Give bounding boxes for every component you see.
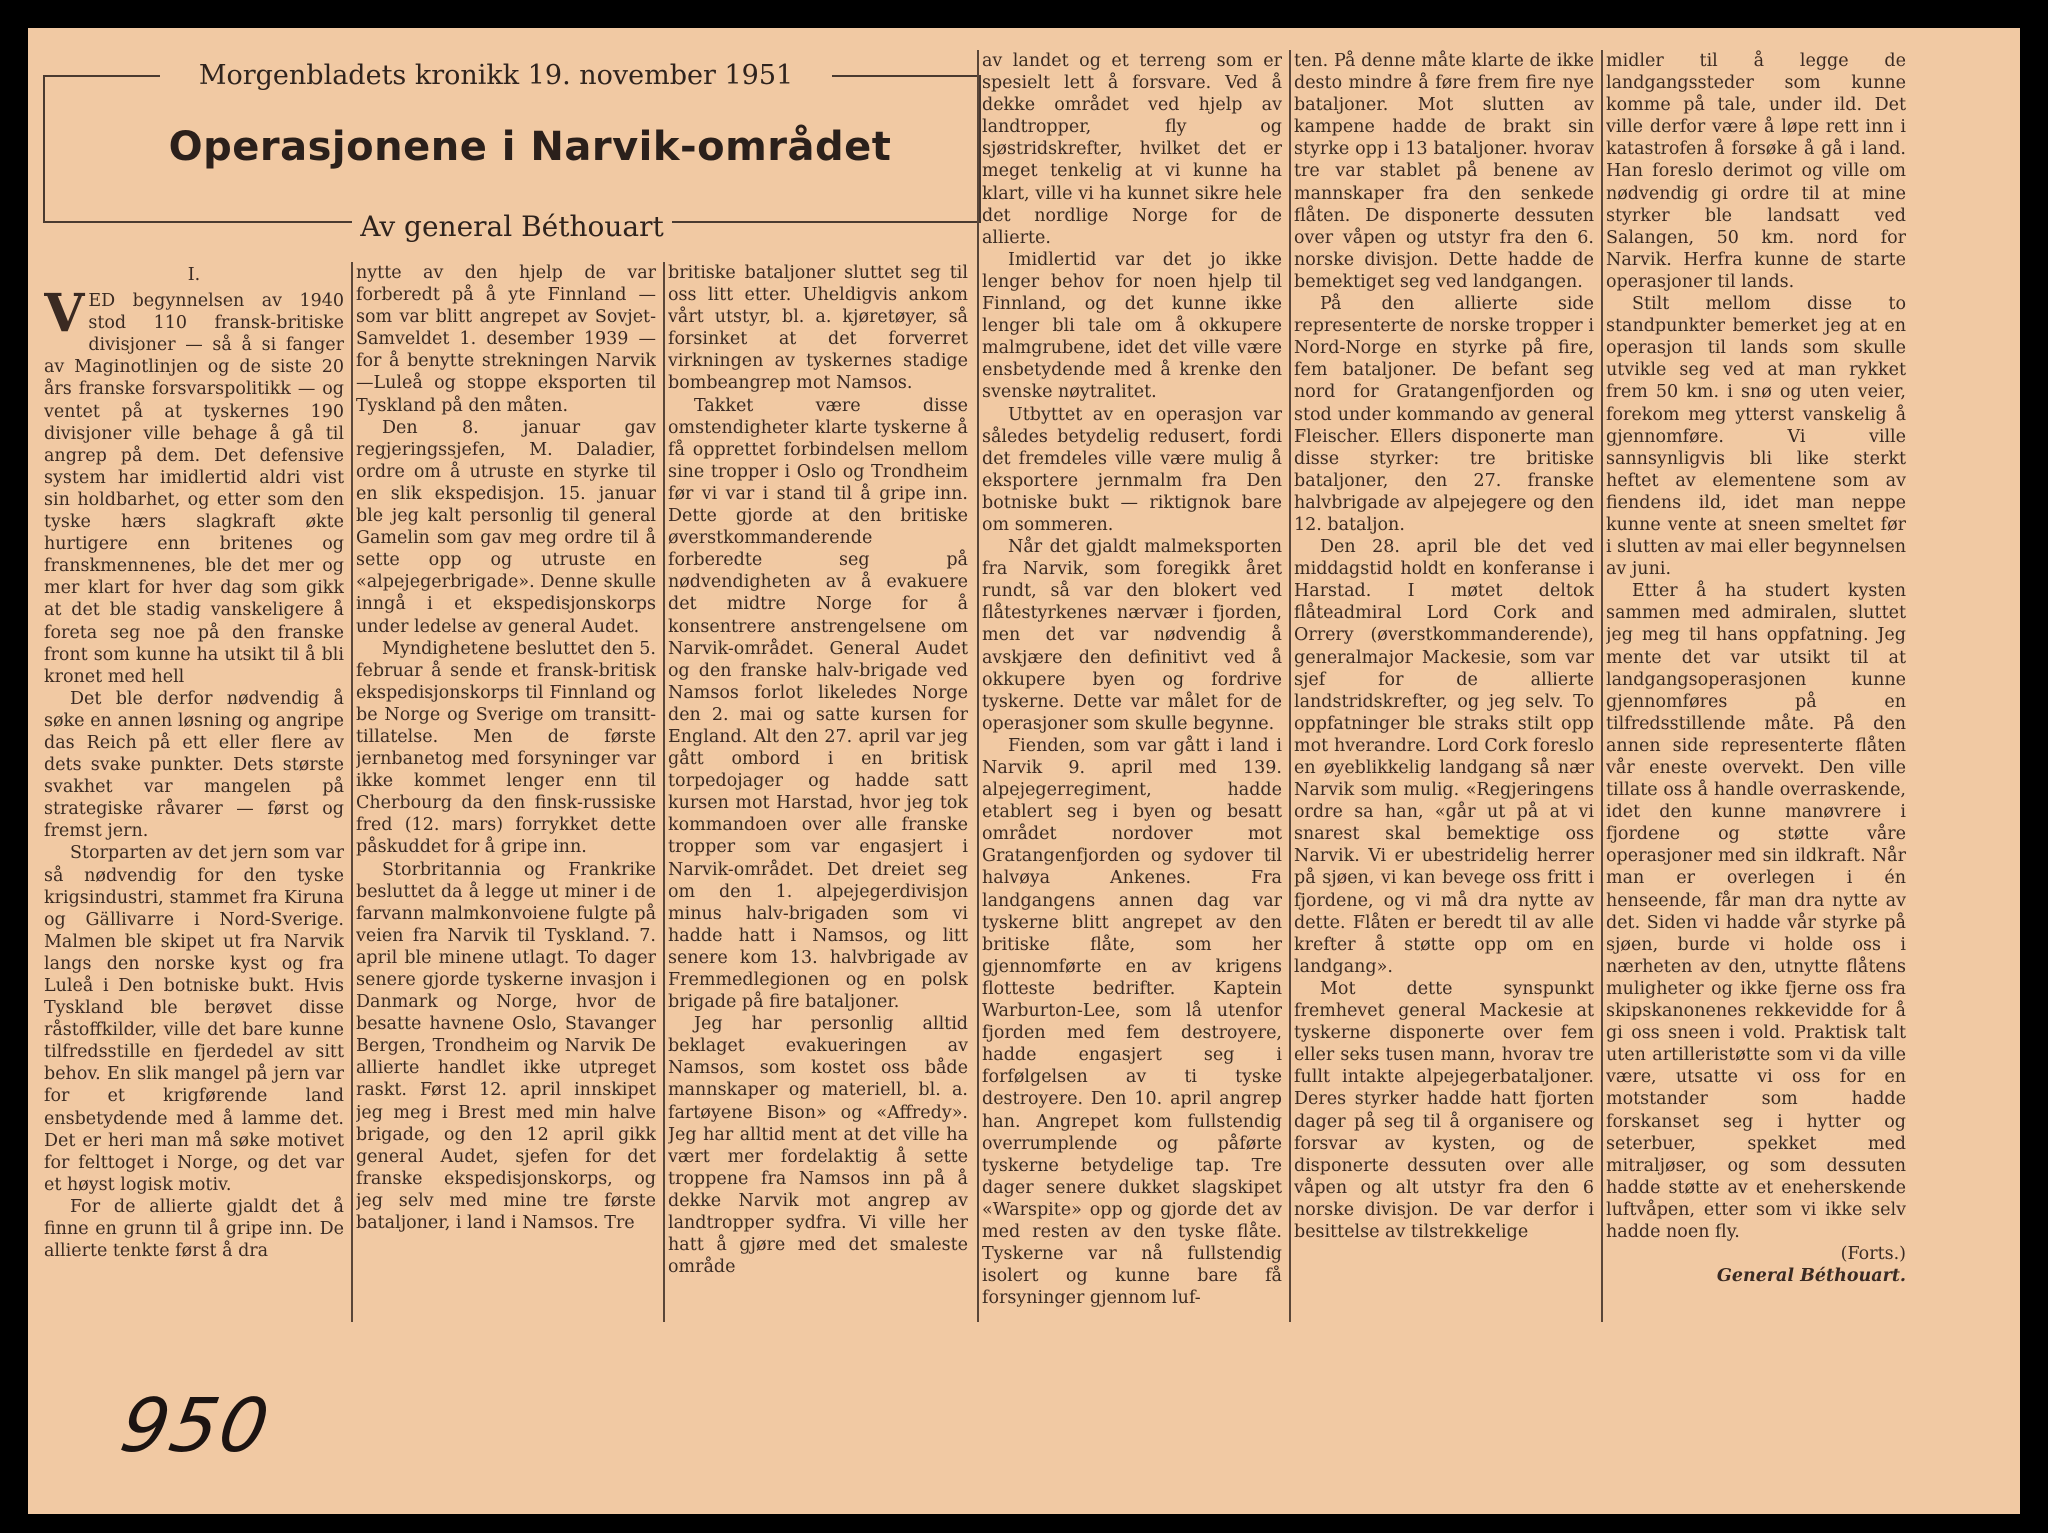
scan-border-top [0, 0, 2048, 28]
text-column-4 [982, 50, 1282, 1324]
column-rule [1289, 50, 1291, 1322]
paragraph: britiske bataljoner sluttet seg til oss litt etter. Uheldigvis ankom vårt utstyr, bl. a. kjøretøyer, så forsinket at det forverret virkningen av tyskernes stadige bombeangrep mot Namsos. [668, 263, 968, 394]
paragraph: Den 28. april ble det ved middagstid holdt en konferanse i Harstad. I møtet deltok flåteadmiral Lord Cork and Orrery (øverstkommanderende), generalmajor Mackesie, som var sjef for de allierte landstridskrefter, og jeg selv. To oppfatninger ble straks stilt opp mot hverandre. Lord Cork foreslo en øyeblikkelig landgang så nær Narvik som mulig. «Regjeringens ordre sa han, «går ut på at vi snarest skal bemektige oss Narvik. Vi er ubestridelig herrer på sjøen, vi kan bevege oss fritt i fjordene, og vi må dra nytte av dette. Flåten er beredt til av alle krefter å støtte opp om en landgang». [1294, 537, 1594, 977]
paragraph: For de allierte gjaldt det å finne en grunn til å gripe inn. De allierte tenkte først å dra [44, 1196, 344, 1262]
kronikk-heading: Morgenbladets kronikk 19. november 1951 [160, 60, 832, 91]
continued-note: (Forts.) [1840, 1244, 1906, 1265]
paragraph: Når det gjaldt malmeksporten fra Narvik, som foregikk året rundt, så var den blokert ved flåtestyrkenes nærvær i fjorden, men det var nødvendig å avskjære den definitivt ved å okkupere byen og fordrive tyskerne. Dette var målet for de operasjoner som skulle begynne. [982, 537, 1282, 734]
paragraph: Takket være disse omstendigheter klarte tyskerne å få opprettet forbindelsen mellom sine tropper i Oslo og Trondheim før vi var i stand til å gripe inn. Dette gjorde at den britiske øverstkommanderende forberedte seg på nødvendigheten av å evakuere det midtre Norge for å konsentrere anstrengelsene om Narvik-området. General Audet og den franske halv-brigade ved Namsos forlot likeledes Norge den 2. mai og satte kursen for England. Alt den 27. april var jeg gått ombord i en britisk torpedojager og hadde satt kursen mot Harstad, hvor jeg tok kommandoen over alle franske tropper som var engasjert i Narvik-området. Det dreiet seg om den 1. alpejegerdivisjon minus halv-brigaden som vi hadde hatt i Namsos, og litt senere kom 13. halvbrigade av Fremmedlegionen og en polsk brigade på fire bataljoner. [668, 395, 968, 1013]
author-signature: General Béthouart. [1716, 1266, 1906, 1287]
column-rule [351, 262, 353, 1322]
paragraph: Etter å ha studert kysten sammen med admiralen, sluttet jeg meg til hans oppfatning. Jeg mente det var utsikt til at landgangsoperasjonen kunne gjennomføres på en tilfredsstillende måte. På den annen side representerte flåten vår eneste overvekt. Den ville tillate oss å handle overraskende, idet den kunne manøvrere i fjordene og støtte våre operasjoner med sin ildkraft. Når man er overlegen i én henseende, får man dra nytte av det. Siden vi hadde vår styrke på sjøen, burde vi holde oss i nærheten av den, utnytte flåtens muligheter og ikke fjerne oss fra skipskanonenes rekkevidde for å gi oss sneen i vold. Praktisk talt uten artilleristøtte som vi da ville være, utsatte vi oss for en motstander som hadde forskanset seg i hytter og seterbuer, spekket med mitraljøser, og som dessuten hadde støtte av et eneherskende luftvåpen, etter som vi ikke selv hadde noen fly. [1606, 581, 1906, 1242]
paragraph: midler til å legge de landgangssteder som kunne komme på tale, under ild. Det ville derfor være å løpe rett inn i katastrofen å forsøke å gå i land. Han foreslo derimot og ville om nødvendig gi ordre til at mine styrker ble landsatt ved Salangen, 50 km. nord for Narvik. Herfra kunne de starte operasjoner til lands. [1606, 51, 1906, 292]
column-rule [663, 262, 665, 1322]
paragraph: Det ble derfor nødvendig å søke en annen løsning og angripe das Reich på ett eller flere av dets svake punkter. Dets største svakhet var mangelen på strategiske råvarer — først og fremst jern. [44, 688, 344, 842]
article-title: Operasjonene i Narvik-området [168, 124, 892, 170]
text-column-6 [1606, 50, 1906, 1324]
scan-border-right [2020, 28, 2048, 1533]
paragraph: Den 8. januar gav regjeringssjefen, M. Daladier, ordre om å utruste en styrke til en slik ekspedisjon. 15. januar ble jeg kalt personlig til general Gamelin som gav meg ordre til å sette opp og utruste en «alpejegerbrigade». Denne skulle inngå i et ekspedisjonskorps under ledelse av general Audet. [356, 417, 656, 637]
handwritten-archive-number: 950 [114, 1383, 277, 1469]
paragraph: VED begynnelsen av 1940 stod 110 fransk-britiske divisjoner — så å si fanger av Maginotlinjen og de siste 20 års franske forsvarspolitikk — og ventet på at tyskernes 190 divisjoner ville behage å gå til angrep på dem. Det defensive system har imidlertid aldri vist sin holdbarhet, og etter som den tyske hærs slagkraft økte hurtigere enn britenes og franskmennenes, ble det mer og mer klart for hver dag som gikk at det ble stadig vanskeligere å foreta seg noe på den franske front som kunne ha utsikt til å bli kronet med hell [44, 283, 344, 687]
drop-cap: V [44, 283, 85, 345]
scan-border-left [0, 0, 28, 1533]
column-rule [1601, 50, 1603, 1322]
paragraph: Myndighetene besluttet den 5. februar å sende et fransk-britisk ekspedisjonskorps til Finnland og be Norge og Sverige om transitt-tillatelse. Men de første jernbanetog med forsyninger var ikke kommet lenger enn til Cherbourg da den finsk-russiske fred (12. mars) forrykket dette påskuddet for å gripe inn. [356, 638, 656, 858]
paragraph: På den allierte side representerte de norske tropper i Nord-Norge en styrke på fire, fem bataljoner. De befant seg nord for Gratangenfjorden og stod under kommando av general Fleischer. Ellers disponerte man disse styrker: tre britiske bataljoner, den 27. franske halvbrigade av alpejegere og den 12. bataljon. [1294, 294, 1594, 535]
paragraph: Jeg har personlig alltid beklaget evakueringen av Namsos, som kostet oss både mannskaper og materiell, bl. a. fartøyene Bison» og «Affredy». Jeg har alltid ment at det ville ha vært mer fordelaktig å sette troppene fra Namsos inn på å dekke Narvik mot angrep av landtropper sydfra. Vi ville her hatt å gjøre med det smaleste område [668, 1014, 968, 1278]
byline: Av general Béthouart [352, 210, 672, 243]
text-column-1 [44, 262, 344, 1324]
text-column-5 [1294, 50, 1594, 1324]
text-column-2 [356, 262, 656, 1324]
paragraph: Storparten av det jern som var så nødvendig for den tyske krigsindustri, stammet fra Kiruna og Gällivarre i Nord-Sverige. Malmen ble skipet ut fra Narvik langs den norske kyst og fra Luleå i Den botniske bukt. Hvis Tyskland ble berøvet disse råstoffkilder, ville det bare kunne tilfredsstille en fjerdedel av sitt behov. En slik mangel på jern var for et krigførende land ensbetydende med å lamme det. Det er heri man må søke motivet for felttoget i Norge, og det var et høyst logisk motiv. [44, 843, 344, 1195]
section-number: I. [187, 265, 201, 285]
paragraph: Mot dette synspunkt fremhevet general Mackesie at tyskerne disponerte over fem eller seks tusen mann, hvorav tre fullt intakte alpejegerbataljoner. Deres styrker hadde hatt fjorten dager på seg til å organisere og forsvar av kysten, og de disponerte dessuten over alle våpen og alt utstyr fra den 6 norske divisjon. De var derfor i besittelse av tilstrekkelige [1294, 978, 1594, 1242]
paragraph: Storbritannia og Frankrike besluttet da å legge ut miner i de farvann malmkonvoiene fulgte på veien fra Narvik til Tyskland. 7. april ble minene utlagt. To dager senere gjorde tyskerne invasjon i Danmark og Norge, hvor de besatte havnene Oslo, Stavanger Bergen, Trondheim og Narvik De allierte handlet ikke utpreget raskt. Først 12. april innskipet jeg meg i Brest med min halve brigade, og den 12 april gikk general Audet, sjefen for det franske ekspedisjonskorps, og jeg selv med mine tre første bataljoner, i land i Namsos. Tre [356, 859, 656, 1234]
column-rule [977, 50, 979, 1322]
paragraph: Utbyttet av en operasjon var således betydelig redusert, fordi det fremdeles ville være mulig å eksportere jernmalm fra Den botniske bukt — riktignok bare om sommeren. [982, 404, 1282, 535]
paragraph: Fienden, som var gått i land i Narvik 9. april med 139. alpejegerregiment, hadde etablert seg i byen og besatt området nordover mot Gratangenfjorden og sydover til halvøya Ankenes. Fra landgangens annen dag var tyskerne blitt angrepet av den britiske flåte, som her gjennomførte en av krigens flotteste bedrifter. Kaptein Warburton-Lee, som lå utenfor fjorden med fem destroyere, hadde engasjert seg i forfølgelsen av ti tyske destroyere. Den 10. april angrep han. Angrepet kom fullstendig overrumplende og påførte tyskerne betydelige tap. Tre dager senere dukket slagskipet «Warspite» opp og gjorde det av med resten av den tyske flåte. Tyskerne var nå fullstendig isolert og kunne bare få forsyninger gjennom luf- [982, 735, 1282, 1309]
paragraph: nytte av den hjelp de var forberedt på å yte Finnland — som var blitt angrepet av Sovjet-Samveldet 1. desember 1939 — for å benytte strekningen Narvik—Luleå og stoppe eksporten til Tyskland på den måten. [356, 263, 656, 416]
scan-border-bottom [0, 1514, 2048, 1533]
paragraph: Imidlertid var det jo ikke lenger behov for noen hjelp til Finnland, og det kunne ikke lenger bli tale om å okkupere malmgrubene, idet det ville være ensbetydende med å krenke den svenske nøytralitet. [982, 249, 1282, 403]
paragraph: Stilt mellom disse to standpunkter bemerket jeg at en operasjon til lands som skulle utvikle seg ved at man rykket frem 50 km. i snø og uten veier, forekom meg ytterst vanskelig å gjennomføre. Vi ville sannsynligvis bli like sterkt heftet av elementene som av fiendens ild, idet man neppe kunne vente at sneen smeltet før i slutten av mai eller begynnelsen av juni. [1606, 294, 1906, 580]
paragraph: av landet og et terreng som er spesielt lett å forsvare. Ved å dekke området ved hjelp av landtropper, fly og sjøstridskrefter, hvilket det er meget tenkelig at vi kunne ha klart, ville vi ha kunnet sikre hele det nordlige Norge for de allierte. [982, 51, 1282, 248]
text-column-3 [668, 262, 968, 1324]
paragraph: ten. På denne måte klarte de ikke desto mindre å føre frem fire nye bataljoner. Mot slutten av kampene hadde de brakt sin styrke opp i 13 bataljoner. hvorav tre var stablet på benene av mannskaper fra den senkede flåten. De disponerte dessuten over våpen og utstyr fra den 6. norske divisjon. Dette hadde de bemektiget seg ved landgangen. [1294, 51, 1594, 292]
